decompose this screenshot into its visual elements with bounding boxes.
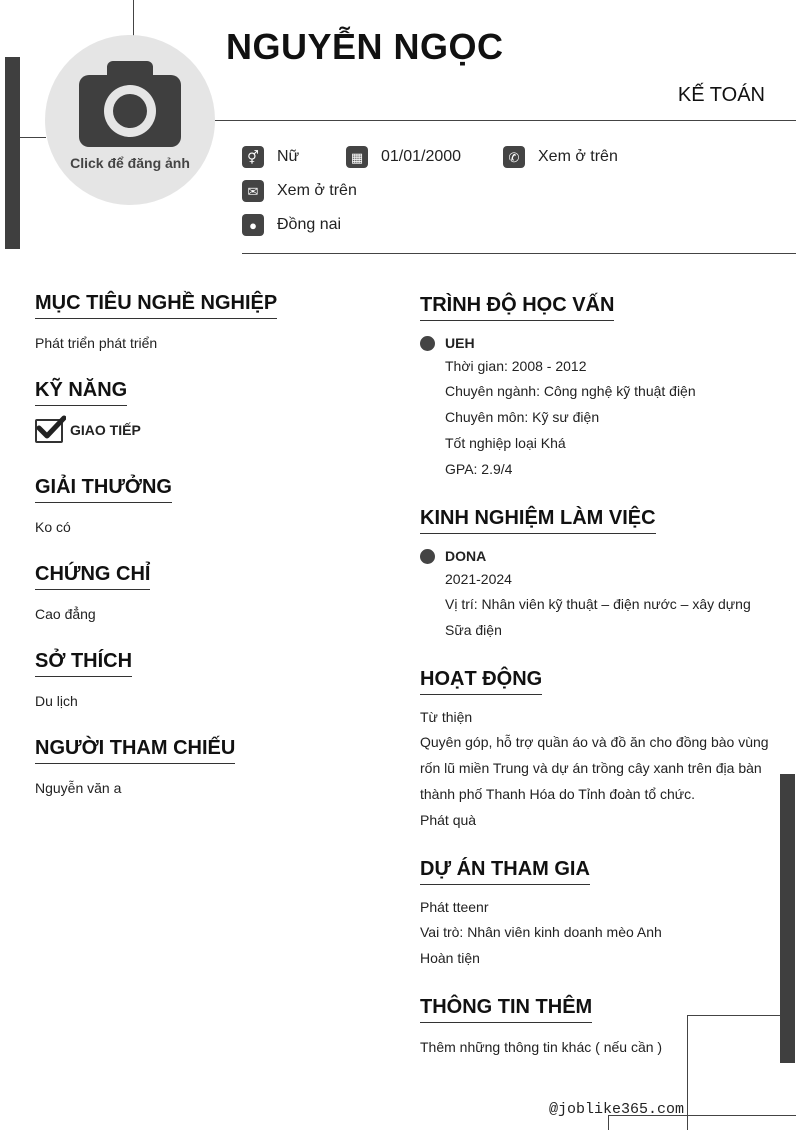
full-name: NGUYỄN NGỌC [226, 26, 504, 67]
left-horizontal-line [20, 137, 46, 138]
calendar-icon: ▦ [346, 146, 368, 168]
projects-line: Vai trò: Nhân viên kinh doanh mèo Anh [420, 924, 662, 940]
experience-bullet [420, 549, 435, 564]
phone-value: Xem ở trên [538, 148, 618, 165]
contact-address [242, 214, 341, 236]
bottom-box-top [687, 1015, 780, 1016]
activities-line: thành phố Thanh Hóa do Tỉnh đoàn tổ chức. [420, 786, 696, 802]
bottom-box-left [687, 1015, 688, 1130]
job-title: KẾ TOÁN [677, 84, 765, 106]
experience-title: KINH NGHIỆM LÀM VIỆC [420, 507, 656, 534]
checkbox-checked-icon [35, 419, 63, 443]
email-value: Xem ở trên [277, 182, 357, 199]
education-line: Tốt nghiệp loại Khá [445, 435, 566, 451]
awards-text: Ko có [35, 519, 71, 535]
skills-title: KỸ NĂNG [35, 379, 127, 406]
header-divider [215, 120, 796, 121]
hobbies-title: SỞ THÍCH [35, 650, 132, 677]
projects-title: DỰ ÁN THAM GIA [420, 858, 590, 885]
activities-line: rốn lũ miền Trung và dự án trồng cây xanh trên địa bàn [420, 760, 762, 776]
location-icon: ● [242, 214, 264, 236]
birthday-value: 01/01/2000 [381, 148, 462, 165]
left-accent-bar [5, 57, 20, 249]
address-value: Đồng nai [277, 216, 342, 233]
more-info-text: Thêm những thông tin khác ( nếu cần ) [420, 1039, 663, 1055]
education-title: TRÌNH ĐỘ HỌC VẤN [420, 294, 614, 321]
contact-email [242, 180, 357, 202]
projects-line: Hoàn tiện [420, 950, 480, 966]
phone-icon: ✆ [503, 146, 525, 168]
hobbies-text: Du lịch [35, 693, 78, 709]
skill-item: GIAO TIẾP [70, 422, 141, 438]
avatar-caption: Click để đăng ảnh [70, 155, 190, 171]
awards-title: GIẢI THƯỞNG [35, 476, 172, 503]
certificates-text: Cao đẳng [35, 606, 96, 622]
references-title: NGƯỜI THAM CHIẾU [35, 737, 235, 764]
experience-line: 2021-2024 [445, 571, 512, 587]
top-vertical-line [133, 0, 134, 36]
experience-line: Vị trí: Nhân viên kỹ thuật – điện nước – xây dựng [445, 596, 751, 612]
objective-text: Phát triển phát triển [35, 335, 158, 351]
contact-phone [503, 146, 618, 168]
projects-line: Phát tteenr [420, 899, 489, 915]
education-line: Chuyên ngành: Công nghệ kỹ thuật điện [445, 383, 696, 399]
email-icon: ✉ [242, 180, 264, 202]
contact-gender [242, 146, 299, 168]
camera-icon [45, 35, 215, 205]
experience-line: Sữa điện [445, 622, 502, 638]
right-accent-bar [780, 774, 795, 1063]
experience-company: DONA [445, 548, 487, 564]
activities-line: Quyên góp, hỗ trợ quần áo và đồ ăn cho đồng bào vùng [420, 734, 769, 750]
avatar-upload[interactable] [45, 35, 215, 205]
activities-title: HOẠT ĐỘNG [420, 668, 542, 695]
education-line: Chuyên môn: Kỹ sư điện [445, 409, 600, 425]
education-line: Thời gian: 2008 - 2012 [445, 358, 587, 374]
more-info-title: THÔNG TIN THÊM [420, 996, 592, 1023]
education-bullet [420, 336, 435, 351]
education-school: UEH [445, 335, 475, 351]
contact-divider [242, 253, 796, 254]
gender-icon: ⚥ [242, 146, 264, 168]
activities-line: Từ thiện [420, 709, 473, 725]
certificates-title: CHỨNG CHỈ [35, 563, 150, 590]
gender-value: Nữ [277, 148, 300, 165]
objective-title: MỤC TIÊU NGHỀ NGHIỆP [35, 292, 277, 319]
education-line: GPA: 2.9/4 [445, 461, 513, 477]
watermark: @joblike365.com [549, 1101, 685, 1118]
activities-line: Phát quà [420, 812, 477, 828]
references-text: Nguyễn văn a [35, 780, 122, 796]
contact-birthday [346, 146, 461, 168]
